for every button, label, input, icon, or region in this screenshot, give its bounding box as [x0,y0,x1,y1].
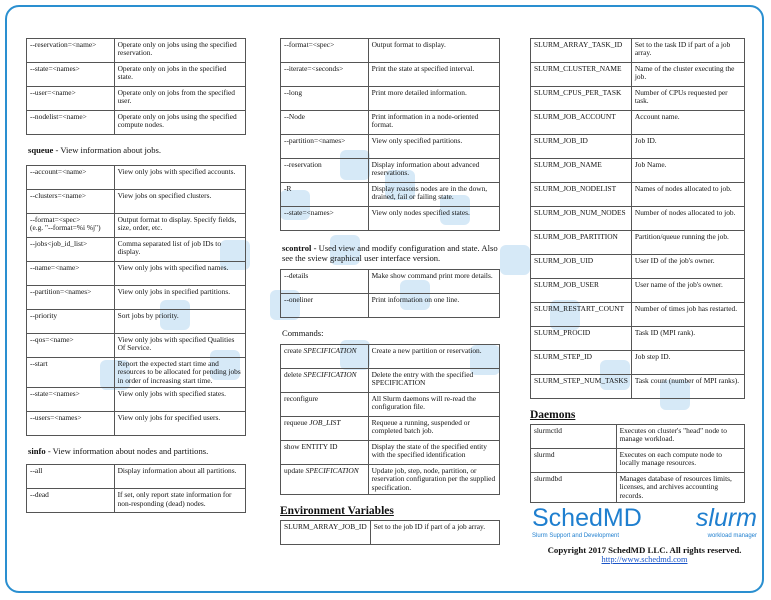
column-2 [280,38,500,545]
command-argument: SPECIFICATION [305,466,359,475]
table-row [531,425,745,449]
commands-label: Commands: [282,328,324,338]
squeue-options-continued [26,38,246,135]
table-row [27,465,246,489]
table-row [27,262,246,286]
option-key: SLURM_ARRAY_JOB_ID [281,521,371,545]
option-description: View jobs on specified clusters. [114,190,245,214]
option-key: --nodelist=<name> [27,111,115,135]
table-row [27,63,246,87]
table-row [281,393,500,417]
option-description: Report the expected start time and resources to be allocated for pending jobs in order of increasing start time. [114,358,245,388]
table-row [281,417,500,441]
option-description: Comma separated list of job IDs to display. [114,238,245,262]
option-description: Operate only on jobs using the specified compute nodes. [114,111,245,135]
table-row [27,412,246,436]
table-row [281,345,500,369]
option-description: Number of CPUs requested per task. [631,87,744,111]
option-key: --user=<name> [27,87,115,111]
sinfo-options-continued [280,38,500,231]
daemons-heading: Daemons [530,409,576,421]
table-row [531,207,745,231]
option-key: --reservation [281,159,369,183]
option-key: SLURM_JOB_NAME [531,159,632,183]
brand-footer [532,504,757,564]
option-key: slurmdbd [531,473,617,503]
table-row [27,39,246,63]
table-row [281,369,500,393]
option-description: View only jobs with specified names. [114,262,245,286]
table-row [531,327,745,351]
option-key: SLURM_JOB_PARTITION [531,231,632,255]
table-row [27,286,246,310]
option-description: Display information about advanced reservations. [368,159,499,183]
option-description: Display information about all partitions. [114,465,245,489]
squeue-options-table [26,165,246,436]
option-description: View only jobs with specified accounts. [114,166,245,190]
option-key: --state=<names> [27,388,115,412]
table-row [281,183,500,207]
table-row [281,159,500,183]
option-description: View only jobs in specified partitions. [114,286,245,310]
command-argument: SPECIFICATION [303,346,357,355]
option-key: --partition=<names> [27,286,115,310]
option-key: --qos=<name> [27,334,115,358]
option-key: SLURM_CPUS_PER_TASK [531,87,632,111]
option-key: SLURM_JOB_NODELIST [531,183,632,207]
scontrol-commands-table [280,344,500,495]
option-key: SLURM_JOB_USER [531,279,632,303]
table-row [531,135,745,159]
option-description: Job step ID. [631,351,744,375]
table-row [281,135,500,159]
option-description: Operate only on jobs from the specified user. [114,87,245,111]
command-name [281,441,369,465]
option-key: SLURM_RESTART_COUNT [531,303,632,327]
table-row [531,449,745,473]
table-row [281,294,500,318]
squeue-heading: squeue - View information about jobs. [28,145,161,155]
option-description: View only specified partitions. [368,135,499,159]
command-description: Display the state of the specified entity with the specified identification [368,441,499,465]
table-row [531,375,745,399]
option-description: Account name. [631,111,744,135]
option-description: Number of nodes allocated to job. [631,207,744,231]
command-verb: show ENTITY ID [284,442,338,451]
command-argument: JOB_LIST [309,418,341,427]
option-key: --long [281,87,369,111]
option-description: If set, only report state information for non-responding (dead) nodes. [114,489,245,513]
option-description: Executes on cluster's "head" node to manage workload. [616,425,744,449]
command-name [281,393,369,417]
option-key: --account=<name> [27,166,115,190]
option-key: SLURM_JOB_UID [531,255,632,279]
table-row [281,111,500,135]
option-key: --dead [27,489,115,513]
option-description: Display reasons nodes are in the down, drained, fail or failing state. [368,183,499,207]
option-description: Number of times job has restarted. [631,303,744,327]
table-row [531,255,745,279]
option-key: -R [281,183,369,207]
option-description: Make show command print more details. [368,270,499,294]
option-key: slurmctld [531,425,617,449]
option-key: --priority [27,310,115,334]
option-description: Operate only on jobs using the specified reservation. [114,39,245,63]
table-row [281,270,500,294]
table-row [27,334,246,358]
option-key: SLURM_ARRAY_TASK_ID [531,39,632,63]
copyright-text: Copyright 2017 SchedMD LLC. All rights reserved. [547,545,742,555]
option-key: --state=<names> [27,63,115,87]
option-description: Job ID. [631,135,744,159]
command-name [281,417,369,441]
command-name [281,465,369,495]
table-row [281,39,500,63]
table-row [531,231,745,255]
option-description: Executes on each compute node to locally manage resources. [616,449,744,473]
environment-variables-heading: Environment Variables [280,505,394,518]
option-key: SLURM_JOB_ID [531,135,632,159]
table-row [281,207,500,231]
table-row [531,63,745,87]
option-description: View only jobs with specified Qualities Of Service. [114,334,245,358]
option-description: Set to the task ID if part of a job array. [631,39,744,63]
option-description: Output format to display. Specify fields, size, order, etc. [114,214,245,238]
table-row [281,87,500,111]
option-description: Output format to display. [368,39,499,63]
option-description: User name of the job's owner. [631,279,744,303]
option-description: Print information on one line. [368,294,499,318]
option-key: --start [27,358,115,388]
table-row [281,465,500,495]
option-key: --partition=<names> [281,135,369,159]
option-key: --format=<spec> (e.g. "--format=%i %j") [27,214,115,238]
option-key: SLURM_STEP_NUM_TASKS [531,375,632,399]
table-row [27,489,246,513]
schedmd-logo: SchedMD Slurm Support and Development [532,504,642,539]
option-key: --all [27,465,115,489]
option-key: SLURM_PROCID [531,327,632,351]
option-key: --jobs<job_id_list> [27,238,115,262]
table-row [531,87,745,111]
command-description: Requeue a running, suspended or completed batch job. [368,417,499,441]
option-description: Partition/queue running the job. [631,231,744,255]
table-row [27,214,246,238]
table-row [27,166,246,190]
command-description: Update job, step, node, partition, or reservation configuration per the supplied specification. [368,465,499,495]
command-description: Create a new partition or reservation. [368,345,499,369]
daemons-table [530,424,745,503]
option-description: View only nodes specified states. [368,207,499,231]
command-name [281,345,369,369]
schedmd-url-link[interactable]: http://www.schedmd.com [601,555,688,564]
table-row [27,190,246,214]
table-row [531,159,745,183]
table-row [27,310,246,334]
table-row [531,183,745,207]
option-key: SLURM_JOB_NUM_NODES [531,207,632,231]
option-key: --Node [281,111,369,135]
command-description: Delete the entry with the specified SPECIFICATION [368,369,499,393]
command-name [281,369,369,393]
option-description: Print more detailed information. [368,87,499,111]
option-description: User ID of the job's owner. [631,255,744,279]
command-verb: requeue [284,418,308,427]
option-description: Task ID (MPI rank). [631,327,744,351]
option-key: SLURM_JOB_ACCOUNT [531,111,632,135]
table-row [531,279,745,303]
option-description: Sort jobs by priority. [114,310,245,334]
option-description: Set to the job ID if part of a job array. [370,521,499,545]
option-key: slurmd [531,449,617,473]
table-row [531,351,745,375]
table-row [27,388,246,412]
table-row [281,521,500,545]
option-key: --users=<names> [27,412,115,436]
option-description: View only jobs for specified users. [114,412,245,436]
table-row [281,63,500,87]
sinfo-options-table [26,464,246,513]
slurm-logo: slurm workload manager [695,504,757,539]
table-row [531,473,745,503]
option-description: Task count (number of MPI ranks). [631,375,744,399]
option-description: Print the state at specified interval. [368,63,499,87]
option-description: Names of nodes allocated to job. [631,183,744,207]
table-row [27,358,246,388]
command-verb: delete [284,370,302,379]
table-row [281,441,500,465]
option-key: --name=<name> [27,262,115,286]
command-verb: reconfigure [284,394,319,403]
option-key: SLURM_STEP_ID [531,351,632,375]
option-key: --reservation=<name> [27,39,115,63]
env-vars-table-start [280,520,500,545]
option-key: --iterate=<seconds> [281,63,369,87]
table-row [27,87,246,111]
option-description: Manages database of resources limits, licenses, and archives accounting records. [616,473,744,503]
option-description: Name of the cluster executing the job. [631,63,744,87]
scontrol-options-table [280,269,500,318]
option-description: Job Name. [631,159,744,183]
option-description: View only jobs with specified states. [114,388,245,412]
option-description: Print information in a node-oriented format. [368,111,499,135]
command-description: All Slurm daemons will re-read the configuration file. [368,393,499,417]
env-vars-table [530,38,745,399]
table-row [27,111,246,135]
option-key: --details [281,270,369,294]
option-key: --oneliner [281,294,369,318]
command-verb: update [284,466,304,475]
option-key: --clusters=<name> [27,190,115,214]
option-description: Operate only on jobs in the specified state. [114,63,245,87]
table-row [531,39,745,63]
column-3 [530,38,745,503]
command-verb: create [284,346,302,355]
option-key: --state=<names> [281,207,369,231]
command-argument: SPECIFICATION [303,370,357,379]
column-1 [26,38,246,513]
table-row [531,303,745,327]
option-key: --format=<spec> [281,39,369,63]
table-row [27,238,246,262]
table-row [531,111,745,135]
scontrol-heading: scontrol - Used view and modify configuration and state. Also see the sview graphical user interface version. [282,243,498,263]
option-key: SLURM_CLUSTER_NAME [531,63,632,87]
sinfo-heading: sinfo - View information about nodes and partitions. [28,446,209,457]
